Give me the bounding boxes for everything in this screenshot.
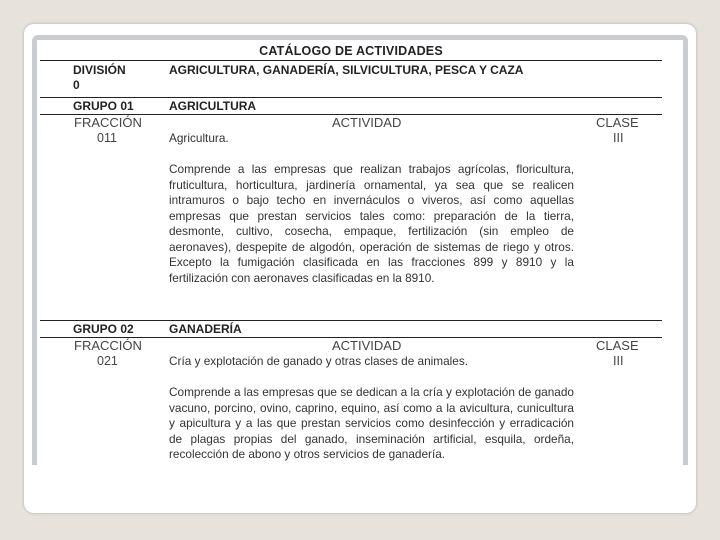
division-code: DIVISIÓN 0 xyxy=(73,63,126,92)
clase-header: CLASE xyxy=(596,115,639,130)
group-code: GRUPO 01 xyxy=(73,99,134,113)
activity-title: Cría y explotación de ganado y otras clases de animales. xyxy=(169,354,469,368)
group-name: AGRICULTURA xyxy=(169,99,257,113)
group-name: GANADERÍA xyxy=(169,322,242,336)
catalog-document xyxy=(40,42,662,488)
group-table xyxy=(40,338,662,488)
group-row xyxy=(40,321,662,337)
actividad-header: ACTIVIDAD xyxy=(332,338,402,353)
division-row xyxy=(40,61,662,97)
activity-description: Comprende a las empresas que realizan trabajos agrícolas, floricultura, fruticultura, horticultura, jardinería ornamental, ya sea que se realicen intramuros o bajo techo en invernáculos o viveros, así como aquellas empresas que prestan servicios tales como: preparación de la tierra, desmonte, cultivo, cosecha, empaque, fertilización (sin empleo de aeronaves), despepite de algodón, operación de sistemas de riego y otros. Excepto la fumigación clasificada en las fracciones 899 y 8910 y la fertilización con aeronaves clasificadas en la 8910. xyxy=(169,162,574,285)
fraccion-code: 021 xyxy=(97,354,118,368)
division-name: AGRICULTURA, GANADERÍA, SILVICULTURA, PESCA Y CAZA xyxy=(169,63,524,77)
group-code: GRUPO 02 xyxy=(73,322,134,336)
actividad-header: ACTIVIDAD xyxy=(332,115,402,130)
fraccion-code: 011 xyxy=(97,131,117,145)
fraccion-header: FRACCIÓN xyxy=(74,338,142,353)
activity-title: Agricultura. xyxy=(169,131,229,145)
clase-value: III xyxy=(613,131,624,145)
fraccion-header: FRACCIÓN xyxy=(74,115,142,130)
clase-value: III xyxy=(613,354,624,368)
page-title: CATÁLOGO DE ACTIVIDADES xyxy=(259,44,443,58)
group-row xyxy=(40,98,662,114)
clase-header: CLASE xyxy=(596,338,639,353)
activity-description: Comprende a las empresas que se dedican a la cría y explotación de ganado vacuno, porcino, ovino, caprino, equino, así como a la avicultura, cunicultura y apicultura y a las que prestan servicios como desinfección y erradicación de plagas propias del ganado, inseminación artificial, esquila, ordeña, recolección de abono y otros servicios de ganadería. xyxy=(169,385,574,461)
group-table xyxy=(40,115,662,320)
